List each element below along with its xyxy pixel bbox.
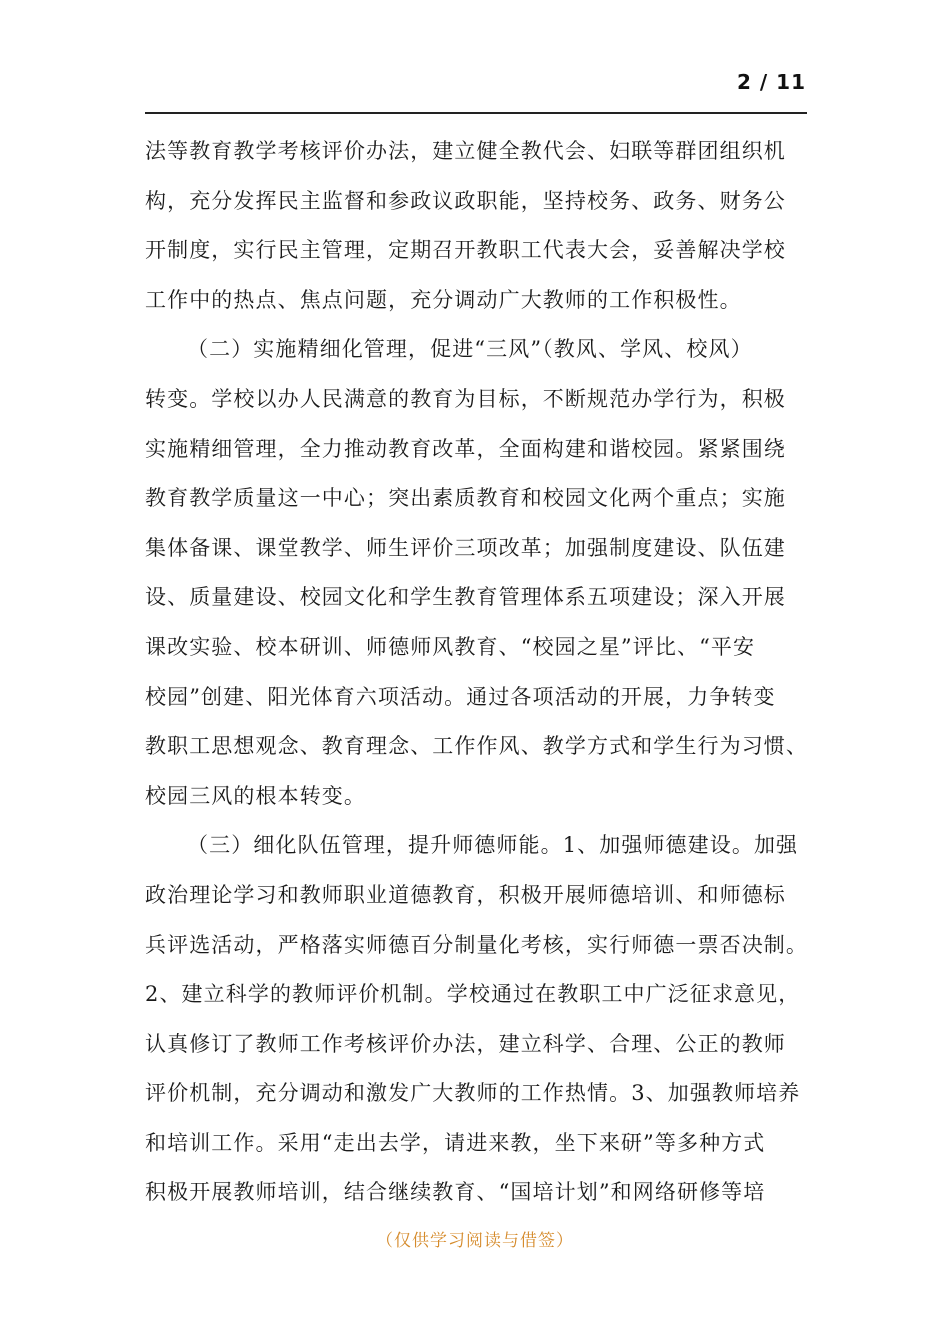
paragraph-line: 2、建立科学的教师评价机制。学校通过在教职工中广泛征求意见， — [145, 982, 801, 1007]
paragraph-line: 教职工思想观念、教育理念、工作作风、教学方式和学生行为习惯、 — [145, 734, 808, 759]
paragraph-line: （二）实施精细化管理，促进“三风”（教风、学风、校风） — [187, 337, 753, 362]
document-body — [145, 127, 810, 1218]
paragraph-line: 实施精细管理，全力推动教育改革，全面构建和谐校园。紧紧围绕 — [145, 436, 786, 461]
paragraph-line: 开制度，实行民主管理，定期召开教职工代表大会，妥善解决学校 — [145, 238, 786, 263]
paragraph-line: 认真修订了教师工作考核评价办法，建立科学、合理、公正的教师 — [145, 1031, 786, 1056]
paragraph-line: 校园”创建、阳光体育六项活动。通过各项活动的开展，力争转变 — [145, 684, 776, 709]
paragraph-line: 和培训工作。采用“走出去学，请进来教，坐下来研”等多种方式 — [145, 1130, 766, 1155]
paragraph-line: 教育教学质量这一中心；突出素质教育和校园文化两个重点；实施 — [145, 486, 786, 511]
paragraph-line: 积极开展教师培训，结合继续教育、“国培计划”和网络研修等培 — [145, 1180, 766, 1205]
paragraph-line: 构，充分发挥民主监督和参政议政职能，坚持校务、政务、财务公 — [145, 188, 786, 213]
page-number: 2 / 11 — [737, 70, 806, 94]
paragraph-line: （三）细化队伍管理，提升师德师能。1、加强师德建设。加强 — [187, 833, 799, 858]
footer-disclaimer: （仅供学习阅读与借签） — [376, 1231, 574, 1251]
paragraph-line: 课改实验、校本研训、师德师风教育、“校园之星”评比、“平安 — [145, 634, 756, 659]
paragraph-line: 集体备课、课堂教学、师生评价三项改革；加强制度建设、队伍建 — [145, 535, 786, 560]
paragraph-line: 设、质量建设、校园文化和学生教育管理体系五项建设；深入开展 — [145, 585, 786, 610]
paragraph-line: 兵评选活动，严格落实师德百分制量化考核，实行师德一票否决制。 — [145, 932, 808, 957]
paragraph-line: 工作中的热点、焦点问题，充分调动广大教师的工作积极性。 — [145, 287, 742, 312]
paragraph-line: 校园三风的根本转变。 — [145, 783, 366, 808]
header-divider — [145, 112, 807, 114]
paragraph-line: 转变。学校以办人民满意的教育为目标，不断规范办学行为，积极 — [145, 386, 786, 411]
paragraph-line: 法等教育教学考核评价办法，建立健全教代会、妇联等群团组织机 — [145, 139, 786, 163]
paragraph-line: 评价机制，充分调动和激发广大教师的工作热情。3、加强教师培养 — [145, 1081, 801, 1106]
paragraph-line: 政治理论学习和教师职业道德教育，积极开展师德培训、和师德标 — [145, 882, 786, 907]
